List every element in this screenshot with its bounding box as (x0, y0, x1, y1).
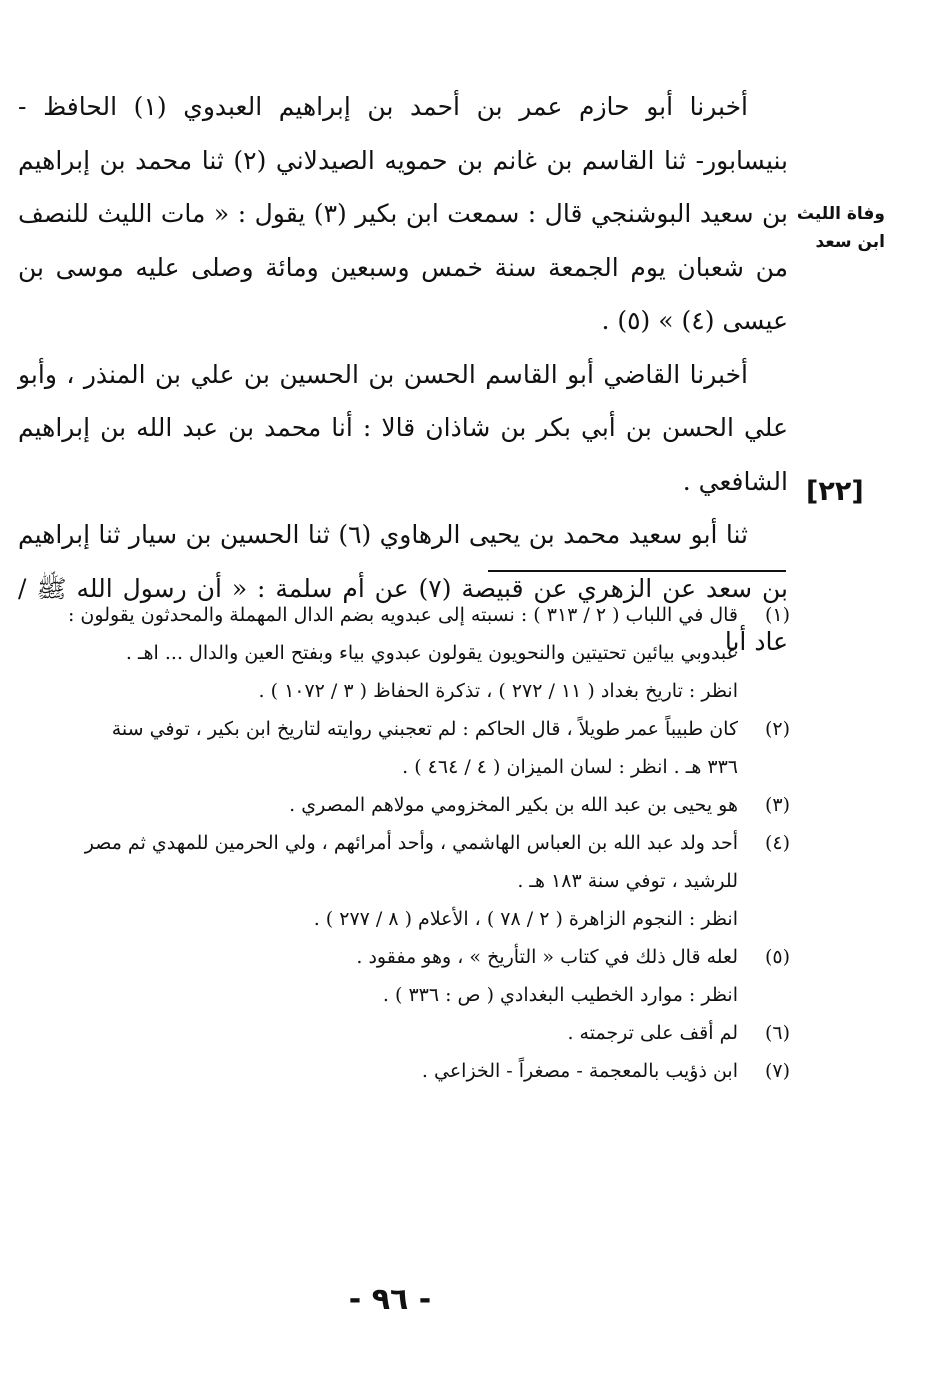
footnote-line: انظر : موارد الخطيب البغدادي ( ص : ٣٣٦ ) . (382, 984, 738, 1006)
footnote-text (20, 938, 738, 1014)
footnote-number: (١) (764, 604, 790, 626)
footnote-2 (20, 710, 790, 786)
footnote-7 (20, 1052, 790, 1090)
paragraph-2: أخبرنا القاضي أبو القاسم الحسن بن الحسين بن علي بن المنذر ، وأبو علي الحسن بن أبي بكر بن شاذان قالا : أنا محمد بن عبد الله بن إبراهيم الشافعي . (18, 359, 788, 496)
footnotes (20, 596, 790, 1090)
footnote-text (20, 1014, 738, 1052)
footnote-line: عبدوبي بيائين تحتيتين والنحويون يقولون عبدوي بياء وبفتح العين والدال ... اهـ . (125, 642, 738, 664)
footnote-text (20, 596, 738, 710)
footnote-text (20, 710, 738, 786)
footnote-line: للرشيد ، توفي سنة ١٨٣ هـ . (517, 870, 738, 892)
page-number: - ٩٦ - (348, 1282, 432, 1317)
footnote-text (20, 786, 738, 824)
margin-heading (795, 200, 885, 256)
footnote-number: (٥) (764, 946, 790, 968)
paragraph-1: أخبرنا أبو حازم عمر بن أحمد بن إبراهيم العبدوي (١) الحافظ - بنيسابور- ثنا القاسم بن غانم بن حمويه الصيدلاني (٢) ثنا محمد بن إبراهيم بن سعيد البوشنجي قال : سمعت ابن بكير (٣) يقول : « مات الليث للنصف من شعبان يوم الجمعة سنة خمس وسبعين ومائة وصلى عليه موسى بن عيسى (٤) » (٥) . (18, 92, 789, 335)
footnote-line: كان طبيباً عمر طويلاً ، قال الحاكم : لم تعجبني روايته لتاريخ ابن بكير ، توفي سنة (111, 718, 738, 740)
footnote-line: ابن ذؤيب بالمعجمة - مصغراً - الخزاعي . (421, 1060, 738, 1082)
footnote-line: انظر : النجوم الزاهرة ( ٢ / ٧٨ ) ، الأعلام ( ٨ / ٢٧٧ ) . (313, 908, 738, 930)
footnote-4 (20, 824, 790, 938)
hadith-number-marker: [٢٢] (806, 476, 864, 507)
footnote-line: قال في اللباب ( ٢ / ٣١٣ ) : نسبته إلى عبدويه بضم الدال المهملة والمحدثون يقولون : (67, 604, 738, 626)
margin-heading-line-2: ابن سعد (815, 232, 885, 252)
margin-heading-line-1: وفاة الليث (796, 204, 885, 224)
paragraph-3: ثنا أبو سعيد محمد بن يحيى الرهاوي (٦) ثنا الحسين بن سيار ثنا إبراهيم بن سعد عن الزهري عن قبيصة (٧) عن أم سلمة : « أن رسول الله ﷺ / عاد أبا (18, 520, 788, 656)
footnote-line: انظر : تاريخ بغداد ( ١١ / ٢٧٢ ) ، تذكرة الحفاظ ( ٣ / ١٠٧٢ ) . (258, 680, 738, 702)
footnote-number: (٢) (764, 718, 790, 740)
main-text (18, 80, 788, 669)
footnote-number: (٧) (764, 1060, 790, 1082)
footnote-number: (٣) (764, 794, 790, 816)
footnote-6 (20, 1014, 790, 1052)
footnote-text (20, 824, 738, 938)
footnote-5 (20, 938, 790, 1014)
footnote-number: (٦) (764, 1022, 790, 1044)
footnote-3 (20, 786, 790, 824)
footnote-separator (488, 570, 786, 572)
footnote-line: ٣٣٦ هـ . انظر : لسان الميزان ( ٤ / ٤٦٤ ) . (402, 756, 738, 778)
footnote-line: لم أقف على ترجمته . (567, 1022, 738, 1044)
footnote-text (20, 1052, 738, 1090)
footnote-line: لعله قال ذلك في كتاب « التأريخ » ، وهو مفقود . (356, 946, 738, 968)
footnote-line: أحد ولد عبد الله بن العباس الهاشمي ، وأحد أمرائهم ، ولي الحرمين للمهدي ثم مصر (84, 832, 738, 854)
footnote-1 (20, 596, 790, 710)
footnote-number: (٤) (764, 832, 790, 854)
footnote-line: هو يحيى بن عبد الله بن بكير المخزومي مولاهم المصري . (289, 794, 738, 816)
